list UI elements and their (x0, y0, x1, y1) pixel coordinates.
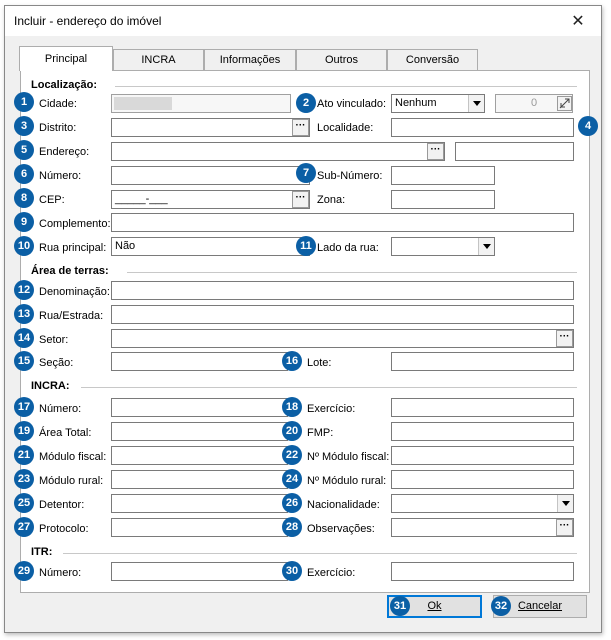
modulo-fiscal-label: Módulo fiscal: (39, 451, 107, 463)
callout-badge: 4 (578, 116, 598, 136)
sub-numero-field[interactable] (391, 166, 495, 185)
itr-numero-label: Número: (39, 567, 82, 579)
detentor-field[interactable] (111, 494, 288, 513)
callout-badge: 32 (491, 596, 511, 616)
callout-badge: 6 (14, 164, 34, 184)
denominacao-label: Denominação: (39, 286, 110, 298)
callout-badge: 15 (14, 351, 34, 371)
exercicio-field[interactable] (391, 398, 574, 417)
callout-badge: 9 (14, 212, 34, 232)
lote-label: Lote: (307, 357, 332, 369)
detentor-label: Detentor: (39, 499, 85, 511)
cidade-label: Cidade: (39, 98, 77, 110)
callout-badge: 14 (14, 328, 34, 348)
callout-badge: 1 (14, 92, 34, 112)
area-total-field[interactable] (111, 422, 288, 441)
denominacao-field[interactable] (111, 281, 574, 300)
incra-numero-label: Número: (39, 403, 82, 415)
n-modulo-fiscal-label: Nº Módulo fiscal: (307, 451, 390, 463)
section-divider (115, 86, 577, 87)
title-bar (5, 6, 601, 36)
setor-field[interactable] (111, 329, 574, 348)
cancelar-button[interactable]: Cancelar (493, 595, 587, 618)
cep-label: CEP: (39, 194, 65, 206)
section-title-area-terras: Área de terras: (31, 265, 109, 277)
callout-badge: 16 (282, 351, 302, 371)
section-divider (63, 553, 577, 554)
section-divider (127, 272, 577, 273)
cep-field[interactable]: _____-___ (111, 190, 310, 209)
nacionalidade-select[interactable] (391, 494, 574, 513)
endereco-label: Endereço: (39, 146, 90, 158)
callout-badge: 30 (282, 561, 302, 581)
complemento-field[interactable] (111, 213, 574, 232)
observacoes-field[interactable] (391, 518, 574, 537)
itr-exercicio-field[interactable] (391, 562, 574, 581)
cidade-value-redacted (114, 97, 172, 110)
rua-estrada-label: Rua/Estrada: (39, 310, 104, 322)
close-icon: ✕ (571, 13, 585, 30)
tab-outros[interactable]: Outros (296, 49, 387, 70)
n-modulo-rural-field[interactable] (391, 470, 574, 489)
endereco-lookup-button[interactable]: ··· (427, 143, 444, 160)
area-total-label: Área Total: (39, 427, 92, 439)
complemento-label: Complemento: (39, 218, 111, 230)
fmp-field[interactable] (391, 422, 574, 441)
callout-badge: 26 (282, 493, 302, 513)
protocolo-label: Protocolo: (39, 523, 89, 535)
ok-button[interactable]: Ok (387, 595, 482, 618)
modulo-fiscal-field[interactable] (111, 446, 288, 465)
ato-vinculado-label: Ato vinculado: (317, 98, 387, 110)
endereco-field[interactable] (111, 142, 445, 161)
tab-conversao[interactable]: Conversão (387, 49, 478, 70)
distrito-label: Distrito: (39, 122, 77, 134)
zona-label: Zona: (317, 194, 346, 206)
section-title-incra: INCRA: (31, 380, 70, 392)
rua-principal-select[interactable]: Não (111, 237, 310, 256)
callout-badge: 20 (282, 421, 302, 441)
distrito-lookup-button[interactable]: ··· (292, 119, 309, 136)
n-modulo-fiscal-field[interactable] (391, 446, 574, 465)
setor-lookup-button[interactable]: ··· (556, 330, 573, 347)
incra-numero-field[interactable] (111, 398, 288, 417)
callout-badge: 27 (14, 517, 34, 537)
callout-badge: 3 (14, 116, 34, 136)
callout-badge: 2 (296, 93, 316, 113)
callout-badge: 8 (14, 188, 34, 208)
callout-badge: 11 (296, 236, 316, 256)
secao-label: Seção: (39, 357, 74, 369)
observacoes-label: Observações: (307, 523, 375, 535)
numero-field[interactable] (111, 166, 310, 185)
localidade-field[interactable] (391, 118, 574, 137)
protocolo-field[interactable] (111, 518, 288, 537)
dialog-window (4, 5, 602, 633)
callout-badge: 31 (390, 596, 410, 616)
callout-badge: 12 (14, 280, 34, 300)
ato-numero-field[interactable]: 0 (495, 94, 573, 113)
section-title-localizacao: Localização: (31, 79, 98, 91)
callout-badge: 24 (282, 469, 302, 489)
callout-badge: 23 (14, 469, 34, 489)
tab-incra[interactable]: INCRA (113, 49, 204, 70)
itr-exercicio-label: Exercício: (307, 567, 356, 579)
sub-numero-label: Sub-Número: (317, 170, 383, 182)
lote-field[interactable] (391, 352, 574, 371)
tab-informacoes[interactable]: Informações (204, 49, 296, 70)
lado-rua-label: Lado da rua: (317, 242, 379, 254)
fmp-label: FMP: (307, 427, 334, 439)
spinner-icon[interactable] (557, 96, 572, 111)
secao-field[interactable] (111, 352, 288, 371)
callout-badge: 17 (14, 397, 34, 417)
callout-badge: 28 (282, 517, 302, 537)
close-button[interactable] (555, 6, 601, 36)
callout-badge: 22 (282, 445, 302, 465)
n-modulo-rural-label: Nº Módulo rural: (307, 475, 387, 487)
callout-badge: 10 (14, 236, 34, 256)
cep-lookup-button[interactable]: ··· (292, 191, 309, 208)
callout-badge: 5 (14, 140, 34, 160)
modulo-rural-label: Módulo rural: (39, 475, 104, 487)
callout-badge: 7 (296, 163, 316, 183)
callout-badge: 19 (14, 421, 34, 441)
distrito-field[interactable] (111, 118, 310, 137)
ato-vinculado-select[interactable]: Nenhum (391, 94, 485, 113)
localidade-label: Localidade: (317, 122, 374, 134)
modulo-rural-field[interactable] (111, 470, 288, 489)
chevron-down-icon[interactable] (468, 95, 484, 112)
itr-numero-field[interactable] (111, 562, 288, 581)
rua-principal-label: Rua principal: (39, 242, 107, 254)
observacoes-lookup-button[interactable]: ··· (556, 519, 573, 536)
exercicio-label: Exercício: (307, 403, 356, 415)
setor-label: Setor: (39, 334, 69, 346)
section-title-itr: ITR: (31, 546, 53, 558)
section-divider (81, 387, 577, 388)
window-title: Incluir - endereço do imóvel (14, 14, 162, 28)
chevron-down-icon[interactable] (478, 238, 494, 255)
tab-principal[interactable]: Principal (19, 46, 113, 71)
chevron-down-icon[interactable] (557, 495, 573, 512)
numero-label: Número: (39, 170, 82, 182)
nacionalidade-label: Nacionalidade: (307, 499, 380, 511)
callout-badge: 29 (14, 561, 34, 581)
endereco-extra-field[interactable] (455, 142, 574, 161)
zona-field[interactable] (391, 190, 495, 209)
callout-badge: 21 (14, 445, 34, 465)
callout-badge: 25 (14, 493, 34, 513)
rua-estrada-field[interactable] (111, 305, 574, 324)
callout-badge: 13 (14, 304, 34, 324)
callout-badge: 18 (282, 397, 302, 417)
